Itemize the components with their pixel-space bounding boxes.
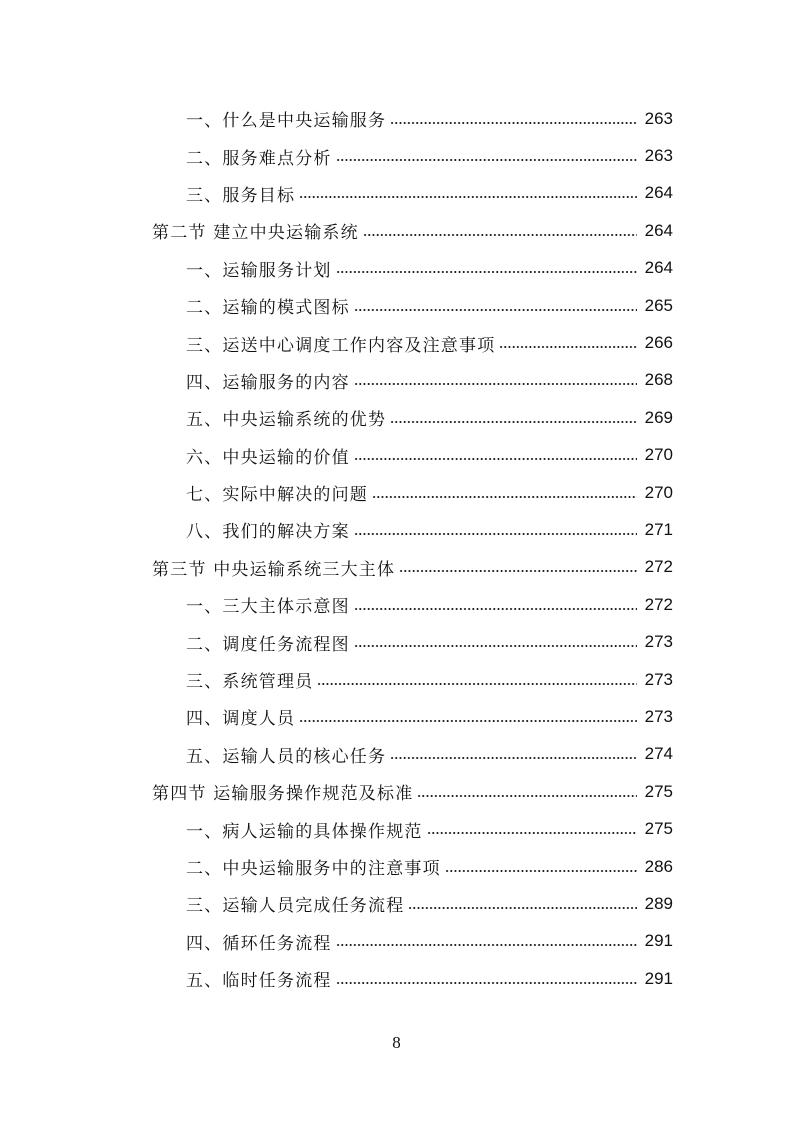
toc-dot-leader (499, 341, 637, 353)
toc-entry-page: 270 (644, 482, 673, 502)
toc-entry[interactable] (0, 586, 793, 623)
toc-entry-title: 四、调度人员 (186, 709, 296, 730)
toc-dot-leader (354, 603, 637, 615)
toc-entry[interactable] (0, 923, 793, 960)
toc-entry-title: 六、中央运输的价值 (186, 447, 350, 468)
toc-dot-leader (390, 416, 637, 428)
toc-entry[interactable] (0, 324, 793, 361)
toc-entry-page: 264 (644, 220, 673, 240)
toc-entry[interactable] (0, 175, 793, 212)
toc-entry-title: 四、循环任务流程 (186, 933, 332, 954)
toc-dot-leader (399, 565, 637, 577)
toc-entry[interactable] (0, 848, 793, 885)
table-of-contents (0, 100, 793, 997)
toc-entry-page: 272 (644, 557, 673, 577)
toc-dot-leader (354, 453, 637, 465)
toc-entry-page: 291 (644, 968, 673, 988)
toc-entry-title: 一、三大主体示意图 (186, 597, 350, 618)
toc-entry-page: 263 (644, 146, 673, 166)
toc-entry-title: 三、运输人员完成任务流程 (186, 896, 405, 917)
toc-dot-leader (363, 229, 637, 241)
toc-entry-title: 三、服务目标 (186, 185, 296, 206)
toc-entry[interactable] (0, 474, 793, 511)
toc-dot-leader (390, 752, 637, 764)
toc-entry[interactable] (0, 399, 793, 436)
toc-dot-leader (336, 977, 637, 989)
toc-dot-leader (417, 790, 637, 802)
toc-entry-page: 270 (644, 445, 673, 465)
toc-entry[interactable] (0, 736, 793, 773)
toc-section-entry[interactable] (0, 212, 793, 249)
toc-section-entry[interactable] (0, 773, 793, 810)
toc-dot-leader (317, 678, 637, 690)
toc-entry[interactable] (0, 698, 793, 735)
toc-entry-page: 274 (644, 744, 673, 764)
toc-entry-title: 二、调度任务流程图 (186, 634, 350, 655)
toc-dot-leader (299, 191, 637, 203)
toc-entry-page: 271 (644, 519, 673, 539)
toc-entry-page: 272 (644, 594, 673, 614)
toc-section-entry[interactable] (0, 549, 793, 586)
toc-dot-leader (336, 266, 637, 278)
toc-dot-leader (336, 154, 637, 166)
toc-entry-page: 264 (644, 258, 673, 278)
toc-entry[interactable] (0, 810, 793, 847)
toc-entry-page: 266 (644, 333, 673, 353)
toc-entry[interactable] (0, 250, 793, 287)
toc-entry-title: 四、运输服务的内容 (186, 372, 350, 393)
toc-entry-title: 二、中央运输服务中的注意事项 (186, 859, 441, 879)
toc-entry-page: 291 (644, 931, 673, 951)
toc-dot-leader (445, 865, 637, 877)
toc-entry-page: 286 (644, 856, 673, 876)
toc-entry-title: 五、中央运输系统的优势 (186, 410, 387, 431)
toc-entry-page: 289 (644, 893, 673, 913)
toc-dot-leader (427, 827, 637, 839)
toc-dot-leader (354, 528, 637, 540)
toc-entry-title: 三、系统管理员 (186, 672, 314, 693)
toc-dot-leader (354, 378, 637, 390)
toc-entry-page: 273 (644, 632, 673, 652)
toc-entry[interactable] (0, 623, 793, 660)
toc-dot-leader (354, 640, 637, 652)
toc-entry-title: 一、病人运输的具体操作规范 (186, 821, 423, 842)
toc-entry-title: 第三节 中央运输系统三大主体 (152, 559, 396, 580)
toc-dot-leader (299, 715, 637, 727)
toc-dot-leader (372, 491, 637, 503)
toc-entry-title: 七、实际中解决的问题 (186, 485, 368, 506)
toc-entry[interactable] (0, 362, 793, 399)
toc-entry[interactable] (0, 885, 793, 922)
toc-entry-page: 273 (644, 669, 673, 689)
toc-entry-page: 263 (644, 108, 673, 128)
toc-entry-title: 二、运输的模式图标 (186, 298, 350, 319)
toc-entry[interactable] (0, 100, 793, 137)
toc-entry-page: 273 (644, 706, 673, 726)
toc-entry-title: 八、我们的解决方案 (186, 522, 350, 543)
toc-dot-leader (354, 304, 637, 316)
toc-entry-page: 268 (644, 370, 673, 390)
toc-entry-title: 第二节 建立中央运输系统 (152, 223, 359, 244)
toc-entry-page: 275 (644, 781, 673, 801)
toc-dot-leader (336, 939, 637, 951)
toc-entry[interactable] (0, 437, 793, 474)
toc-dot-leader (390, 117, 637, 129)
toc-entry-page: 269 (644, 407, 673, 427)
toc-entry[interactable] (0, 511, 793, 548)
toc-entry-page: 275 (644, 819, 673, 839)
page-number: 8 (392, 1033, 401, 1052)
toc-entry-title: 三、运送中心调度工作内容及注意事项 (186, 335, 496, 356)
toc-entry-page: 265 (644, 295, 673, 315)
toc-entry[interactable] (0, 287, 793, 324)
toc-entry-title: 五、运输人员的核心任务 (186, 746, 387, 767)
toc-entry[interactable] (0, 137, 793, 174)
toc-entry-title: 一、什么是中央运输服务 (186, 111, 387, 132)
toc-dot-leader (408, 902, 637, 914)
toc-entry-title: 五、临时任务流程 (186, 971, 332, 992)
toc-entry[interactable] (0, 960, 793, 997)
toc-entry-title: 第四节 运输服务操作规范及标准 (152, 784, 414, 805)
toc-entry-page: 264 (644, 183, 673, 203)
toc-entry-title: 二、服务难点分析 (186, 148, 332, 169)
toc-entry-title: 一、运输服务计划 (186, 260, 332, 281)
toc-entry[interactable] (0, 661, 793, 698)
